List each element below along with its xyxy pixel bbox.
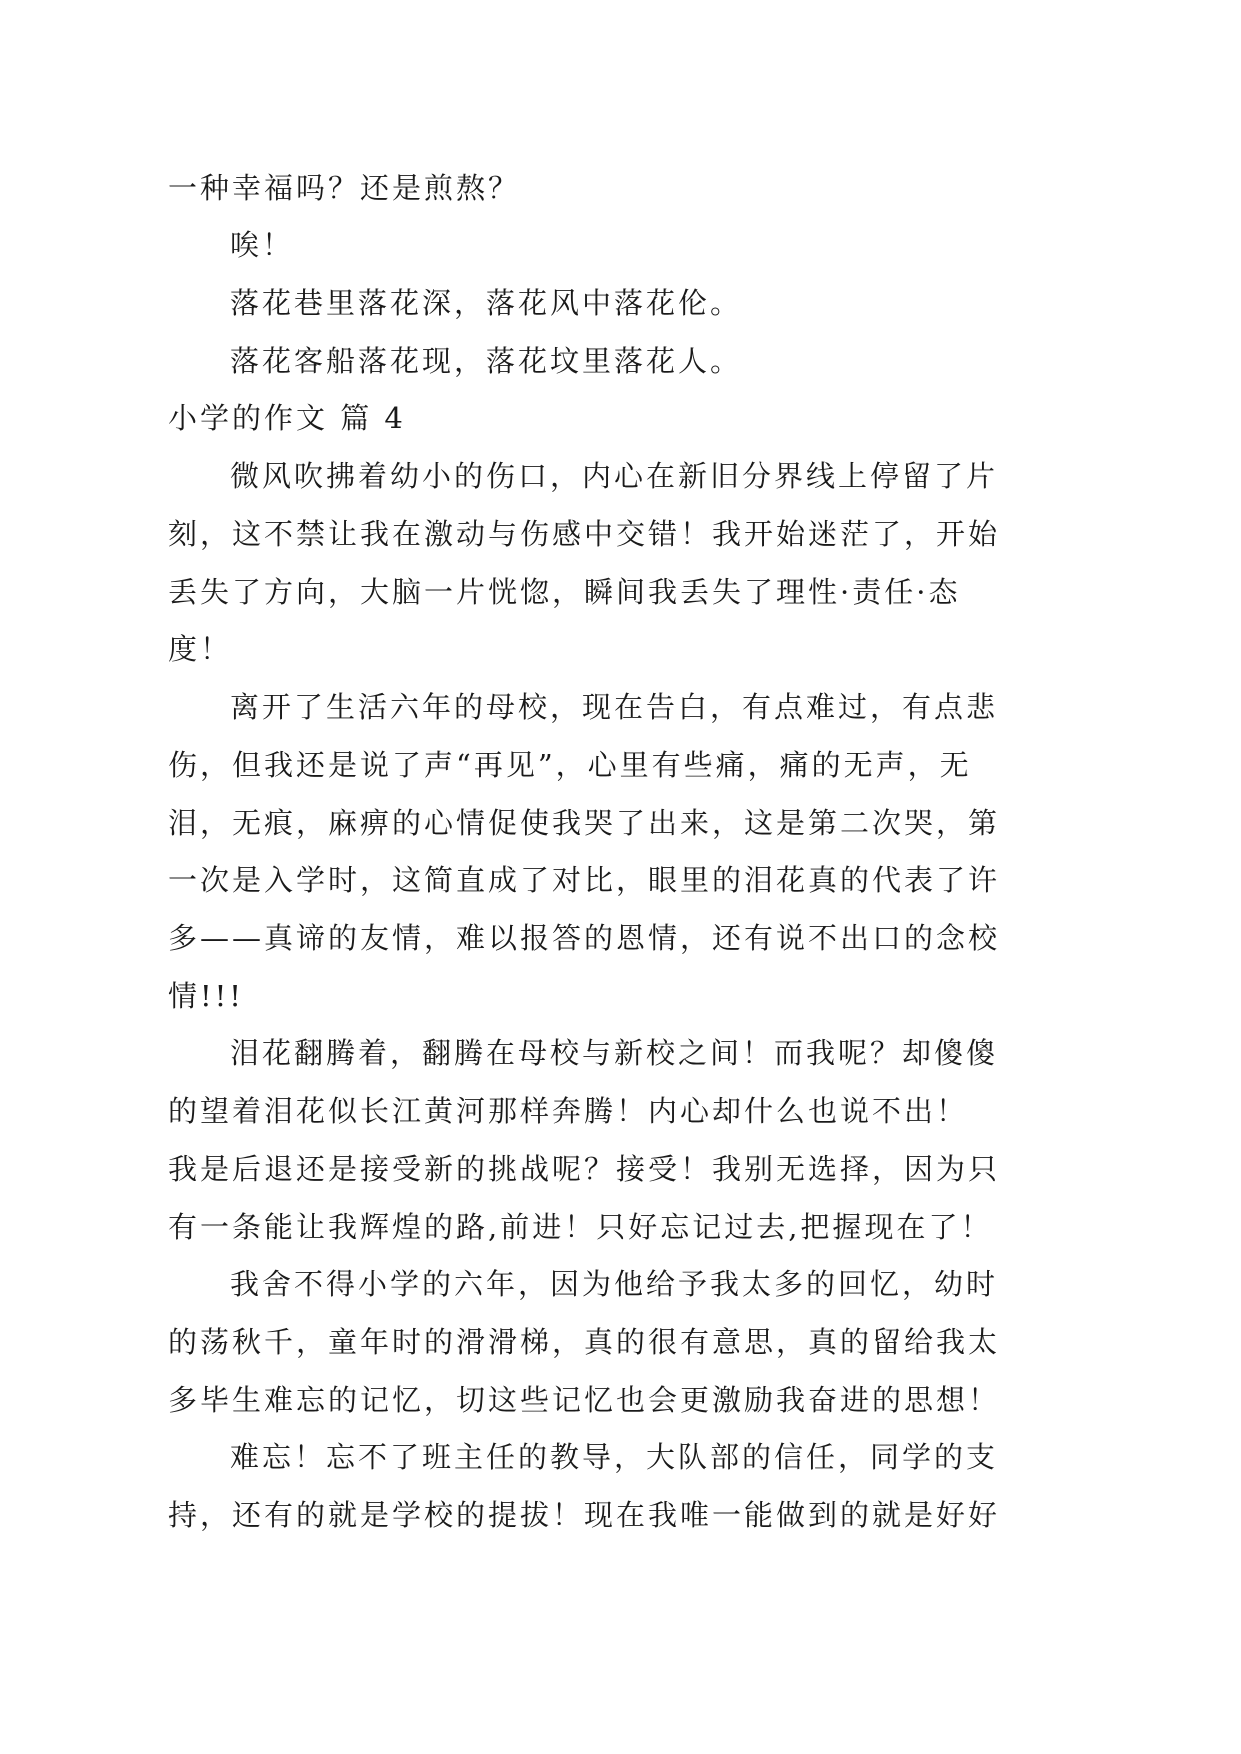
text-line: 泪，无痕，麻痹的心情促使我哭了出来，这是第二次哭，第 xyxy=(168,806,1001,840)
text-line: 的荡秋千，童年时的滑滑梯，真的很有意思，真的留给我太 xyxy=(168,1325,1001,1359)
section-heading: 小学的作文 篇 4 xyxy=(168,401,406,435)
text-line: 微风吹拂着幼小的伤口，内心在新旧分界线上停留了片 xyxy=(230,459,999,493)
text-line: 离开了生活六年的母校，现在告白，有点难过，有点悲 xyxy=(230,690,999,724)
text-line: 泪花翻腾着，翻腾在母校与新校之间！而我呢？却傻傻 xyxy=(230,1036,999,1070)
text-line: 一种幸福吗？还是煎熬？ xyxy=(168,171,521,205)
text-line: 持，还有的就是学校的提拔！现在我唯一能做到的就是好好 xyxy=(168,1498,1001,1532)
text-line: 刻，这不禁让我在激动与伤感中交错！我开始迷茫了，开始 xyxy=(168,517,1001,551)
text-line: 丢失了方向，大脑一片恍惚，瞬间我丢失了理性·责任·态 xyxy=(168,575,961,609)
text-line: 情!!! xyxy=(168,979,244,1013)
text-line: 的望着泪花似长江黄河那样奔腾！内心却什么也说不出！ xyxy=(168,1094,969,1128)
text-line: 难忘！忘不了班主任的教导，大队部的信任，同学的支 xyxy=(230,1440,999,1474)
text-line: 唉！ xyxy=(230,228,295,262)
text-line: 我是后退还是接受新的挑战呢？接受！我别无选择，因为只 xyxy=(168,1152,1001,1186)
text-line: 一次是入学时，这简直成了对比，眼里的泪花真的代表了许 xyxy=(168,863,1001,897)
text-line: 度！ xyxy=(168,632,233,666)
text-line: 落花客船落花现，落花坟里落花人。 xyxy=(230,344,743,378)
text-line: 多毕生难忘的记忆，切这些记忆也会更激励我奋进的思想！ xyxy=(168,1383,1001,1417)
text-line: 落花巷里落花深，落花风中落花伦。 xyxy=(230,286,743,320)
text-line: 多——真谛的友情，难以报答的恩情，还有说不出口的念校 xyxy=(168,921,1001,955)
text-line: 我舍不得小学的六年，因为他给予我太多的回忆，幼时 xyxy=(230,1267,999,1301)
text-line: 有一条能让我辉煌的路,前进！只好忘记过去,把握现在了！ xyxy=(168,1210,993,1244)
text-line: 伤，但我还是说了声“再见”，心里有些痛，痛的无声，无 xyxy=(168,748,972,782)
